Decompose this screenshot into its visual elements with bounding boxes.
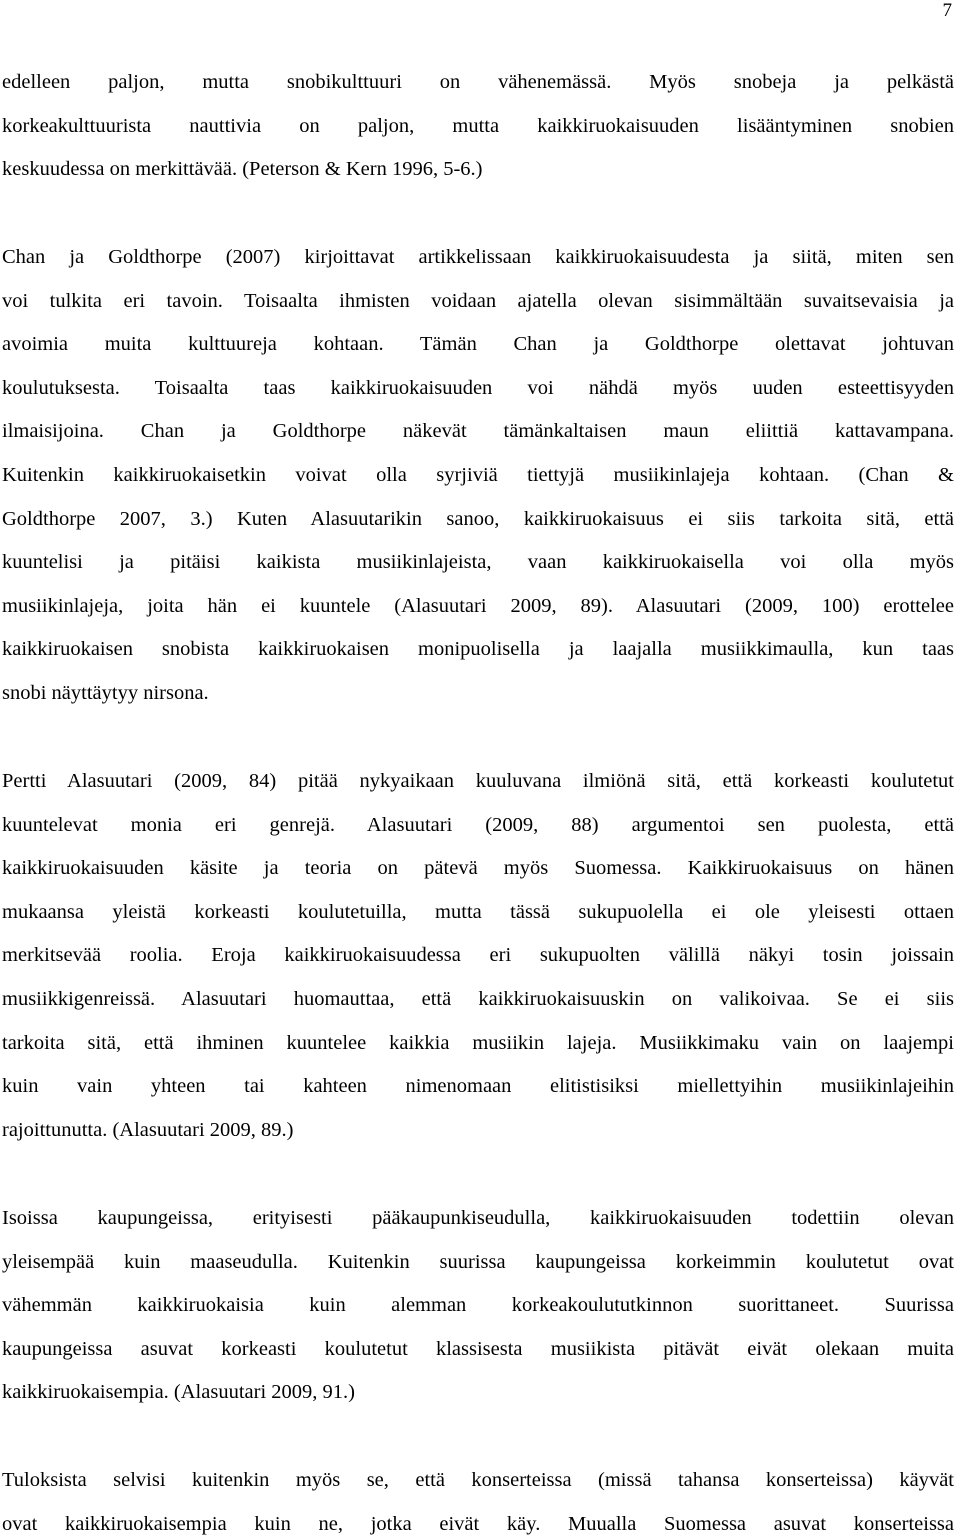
text-line: kaikkiruokaisen snobista kaikkiruokaisen monipuolisella ja laajalla musiikkimaulla, kun taas	[2, 638, 954, 661]
text-line: tarkoita sitä, että ihminen kuuntelee kaikkia musiikin lajeja. Musiikkimaku vain on laajempi	[2, 1031, 954, 1054]
text-line: kaikkiruokaisempia. (Alasuutari 2009, 91.)	[2, 1381, 355, 1404]
text-line: musiikkigenreissä. Alasuutari huomauttaa, että kaikkiruokaisuuskin on valikoivaa. Se ei siis	[2, 987, 954, 1010]
text-line: snobi näyttäytyy nirsona.	[2, 681, 209, 704]
paragraph-2	[2, 236, 954, 716]
text-line: Tuloksista selvisi kuitenkin myös se, että konserteissa (missä tahansa konserteissa) käyvät	[2, 1469, 954, 1491]
text-line: korkeakulttuurista nauttivia on paljon, mutta kaikkiruokaisuuden lisääntyminen snobien	[2, 114, 954, 137]
text-line: koulutuksesta. Toisaalta taas kaikkiruokaisuuden voi nähdä myös uuden esteettisyyden	[2, 376, 954, 399]
paragraph-1	[2, 61, 954, 192]
text-line: Isoissa kaupungeissa, erityisesti pääkaupunkiseudulla, kaikkiruokaisuuden todettiin olevan	[2, 1207, 954, 1229]
text-line: yleisempää kuin maaseudulla. Kuitenkin suurissa kaupungeissa korkeimmin koulutetut ovat	[2, 1250, 954, 1273]
text-line: kaikkiruokaisuuden käsite ja teoria on pätevä myös Suomessa. Kaikkiruokaisuus on hänen	[2, 857, 954, 880]
paragraph-5	[2, 1459, 954, 1539]
text-line: kuin vain yhteen tai kahteen nimenomaan elitistisiksi miellettyihin musiikinlajeihin	[2, 1075, 954, 1098]
text-line: kaupungeissa asuvat korkeasti koulutetut klassisesta musiikista pitävät eivät olekaan muita	[2, 1337, 954, 1360]
text-line: Chan ja Goldthorpe (2007) kirjoittavat artikkelissaan kaikkiruokaisuudesta ja siitä, miten sen	[2, 246, 954, 268]
text-line: musiikinlajeja, joita hän ei kuuntele (Alasuutari 2009, 89). Alasuutari (2009, 100) erottelee	[2, 594, 954, 617]
text-line: rajoittunutta. (Alasuutari 2009, 89.)	[2, 1118, 294, 1141]
text-line: vähemmän kaikkiruokaisia kuin alemman korkeakoulututkinnon suorittaneet. Suurissa	[2, 1294, 954, 1317]
text-line: ilmaisijoina. Chan ja Goldthorpe näkevät tämänkaltaisen maun eliittiä kattavampana.	[2, 420, 954, 443]
text-line: voi tulkita eri tavoin. Toisaalta ihmisten voidaan ajatella olevan sisimmältään suvaitsevaisia ja	[2, 289, 954, 312]
text-line: Pertti Alasuutari (2009, 84) pitää nykyaikaan kuuluvana ilmiönä sitä, että korkeasti koulutetut	[2, 770, 954, 792]
text-line: edelleen paljon, mutta snobikulttuuri on vähenemässä. Myös snobeja ja pelkästä	[2, 71, 954, 93]
text-line: Kuitenkin kaikkiruokaisetkin voivat olla syrjiviä tiettyjä musiikinlajeja kohtaan. (Chan &	[2, 463, 954, 486]
text-line: kuuntelevat monia eri genrejä. Alasuutari (2009, 88) argumentoi sen puolesta, että	[2, 813, 954, 836]
text-line: avoimia muita kulttuureja kohtaan. Tämän Chan ja Goldthorpe olettavat johtuvan	[2, 333, 954, 356]
text-line: kuuntelisi ja pitäisi kaikista musiikinlajeista, vaan kaikkiruokaisella voi olla myös	[2, 551, 954, 574]
text-line: mukaansa yleistä korkeasti koulutetuilla, mutta tässä sukupuolella ei ole yleisesti ottaen	[2, 900, 954, 923]
text-line: merkitsevää roolia. Eroja kaikkiruokaisuudessa eri sukupuolten välillä näkyi tosin joissain	[2, 944, 954, 967]
text-line: ovat kaikkiruokaisempia kuin ne, jotka eivät käy. Muualla Suomessa asuvat konserteissa	[2, 1512, 954, 1535]
text-line: Goldthorpe 2007, 3.) Kuten Alasuutarikin sanoo, kaikkiruokaisuus ei siis tarkoita sitä, että	[2, 507, 954, 530]
paragraph-3	[2, 760, 954, 1152]
paragraph-4	[2, 1197, 954, 1415]
text-line: keskuudessa on merkittävää. (Peterson & Kern 1996, 5-6.)	[2, 158, 483, 181]
page-number: 7	[942, 0, 952, 21]
